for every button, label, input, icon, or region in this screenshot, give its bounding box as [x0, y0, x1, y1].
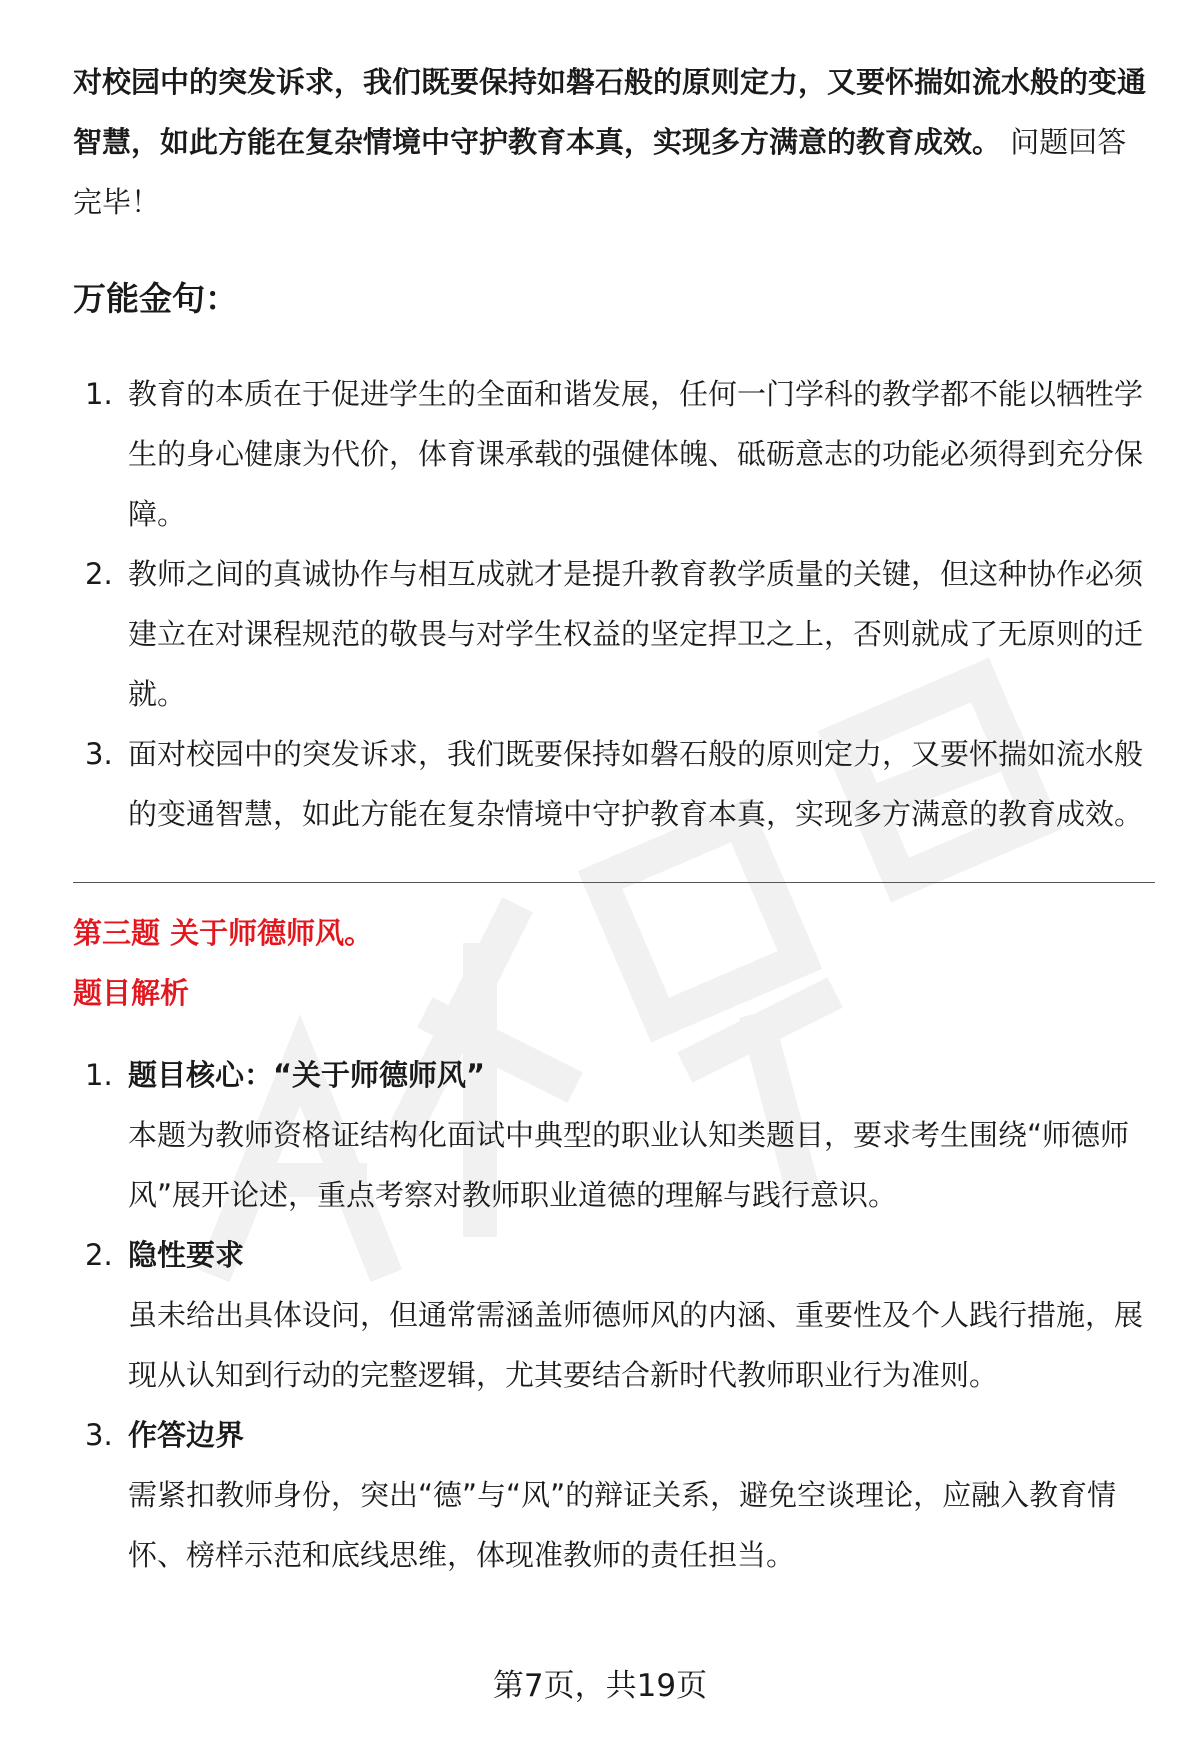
list-item	[73, 364, 1155, 544]
section-divider	[73, 882, 1155, 883]
list-item-title: 隐性要求	[128, 1238, 245, 1272]
list-item-number: 1.	[85, 1058, 113, 1092]
list-item	[73, 544, 1155, 724]
intro-paragraph	[73, 52, 1155, 232]
list-item-number: 3.	[85, 1418, 113, 1452]
document-page	[73, 52, 1155, 1585]
list-item	[73, 1045, 1155, 1225]
analysis-list	[73, 1045, 1155, 1585]
page-number: 第7页，共19页	[492, 1668, 708, 1704]
list-item-text: 面对校园中的突发诉求，我们既要保持如磐石般的原则定力，又要怀揣如流水般的变通智慧，如此方能在复杂情境中守护教育本真，实现多方满意的教育成效。	[128, 737, 1144, 831]
list-item-text: 教师之间的真诚协作与相互成就才是提升教育教学质量的关键，但这种协作必须建立在对课程规范的敬畏与对学生权益的坚定捍卫之上，否则就成了无原则的迁就。	[128, 557, 1144, 711]
intro-closing-text: 问题回答完毕！	[73, 125, 1127, 219]
list-item-number: 3.	[85, 737, 113, 771]
list-item-number: 1.	[85, 377, 113, 411]
golden-sentences-heading: 万能金句：	[73, 279, 238, 318]
list-item-text: 需紧扣教师身份，突出“德”与“风”的辩证关系，避免空谈理论，应融入教育情怀、榜样示范和底线思维，体现准教师的责任担当。	[128, 1478, 1117, 1572]
list-item-text: 教育的本质在于促进学生的全面和谐发展，任何一门学科的教学都不能以牺牲学生的身心健康为代价，体育课承载的强健体魄、砥砺意志的功能必须得到充分保障。	[128, 377, 1144, 531]
list-item-title: 题目核心：“关于师德师风”	[128, 1058, 486, 1092]
question-title: 第三题 关于师德师风。	[73, 916, 374, 950]
list-item	[73, 1225, 1155, 1405]
list-item-number: 2.	[85, 1238, 113, 1272]
list-item-text: 虽未给出具体设问，但通常需涵盖师德师风的内涵、重要性及个人践行措施，展现从认知到行动的完整逻辑，尤其要结合新时代教师职业行为准则。	[128, 1298, 1144, 1392]
question-analysis-subtitle: 题目解析	[73, 976, 190, 1010]
list-item-title: 作答边界	[128, 1418, 245, 1452]
list-item	[73, 1405, 1155, 1585]
golden-sentences-list	[73, 364, 1155, 844]
list-item-text: 本题为教师资格证结构化面试中典型的职业认知类题目，要求考生围绕“师德师风”展开论述，重点考察对教师职业道德的理解与践行意识。	[128, 1118, 1130, 1212]
list-item-number: 2.	[85, 557, 113, 591]
intro-bold-text: 对校园中的突发诉求，我们既要保持如磐石般的原则定力，又要怀揣如流水般的变通智慧，如此方能在复杂情境中守护教育本真，实现多方满意的教育成效。	[73, 65, 1147, 159]
list-item	[73, 724, 1155, 844]
